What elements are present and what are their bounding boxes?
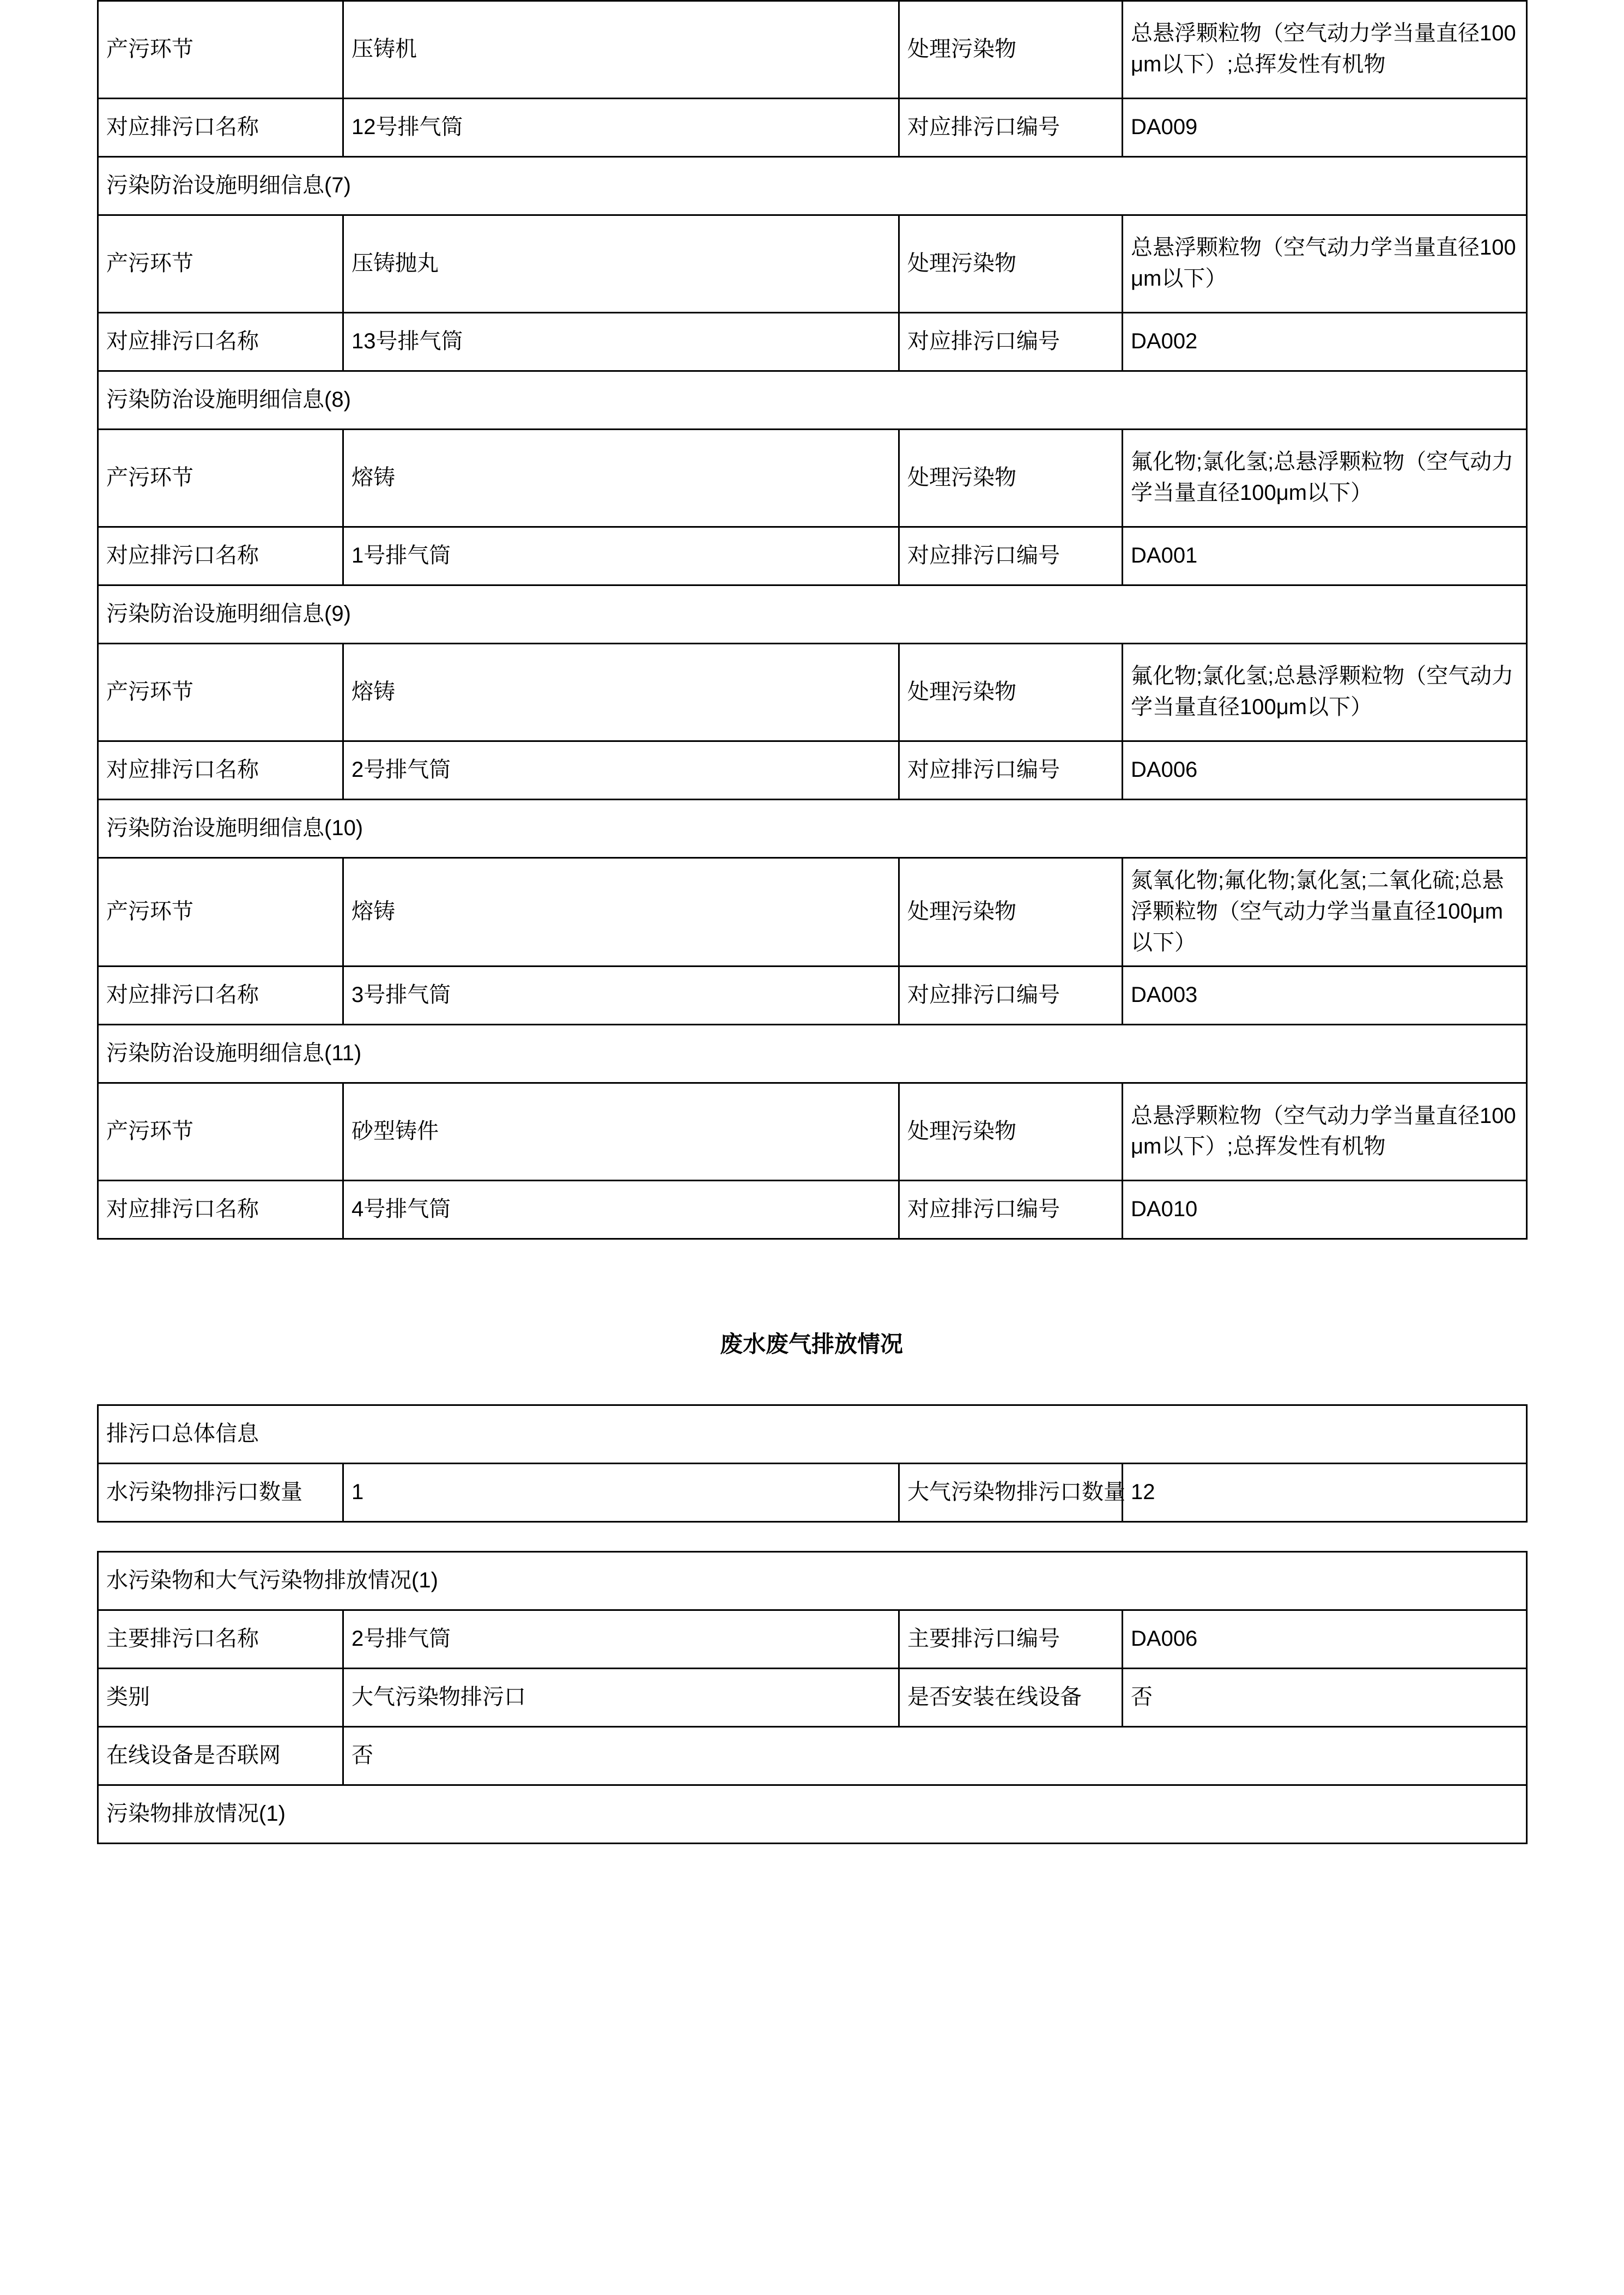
section-header-9: 污染防治设施明细信息(9) bbox=[98, 585, 1527, 644]
outlet-name-value: 4号排气筒 bbox=[343, 1181, 899, 1239]
pollution-facility-table bbox=[97, 0, 1528, 1240]
outlet-name-value: 12号排气筒 bbox=[343, 99, 899, 157]
process-stage-value: 熔铸 bbox=[343, 858, 899, 967]
main-outlet-code-value: DA006 bbox=[1123, 1610, 1527, 1668]
table-row bbox=[98, 644, 1527, 741]
process-stage-label: 产污环节 bbox=[98, 1, 343, 99]
outlet-code-label: 对应排污口编号 bbox=[899, 99, 1123, 157]
outlet-name-value: 3号排气筒 bbox=[343, 967, 899, 1025]
outlet-overview-table bbox=[97, 1404, 1528, 1523]
process-stage-value: 熔铸 bbox=[343, 430, 899, 527]
treated-pollutant-value: 总悬浮颗粒物（空气动力学当量直径100μm以下）;总挥发性有机物 bbox=[1123, 1, 1527, 99]
treated-pollutant-label: 处理污染物 bbox=[899, 1, 1123, 99]
outlet-code-value: DA003 bbox=[1123, 967, 1527, 1025]
outlet-name-label: 对应排污口名称 bbox=[98, 967, 343, 1025]
water-outlet-count-value: 1 bbox=[343, 1463, 899, 1521]
process-stage-label: 产污环节 bbox=[98, 430, 343, 527]
pollutant-discharge-header: 污染物排放情况(1) bbox=[98, 1785, 1527, 1843]
treated-pollutant-label: 处理污染物 bbox=[899, 1083, 1123, 1181]
process-stage-value: 压铸抛丸 bbox=[343, 215, 899, 313]
outlet-name-label: 对应排污口名称 bbox=[98, 1181, 343, 1239]
outlet-code-label: 对应排污口编号 bbox=[899, 527, 1123, 585]
category-value: 大气污染物排污口 bbox=[343, 1668, 899, 1726]
process-stage-label: 产污环节 bbox=[98, 644, 343, 741]
treated-pollutant-label: 处理污染物 bbox=[899, 858, 1123, 967]
table-row bbox=[98, 741, 1527, 800]
outlet-name-value: 13号排气筒 bbox=[343, 313, 899, 371]
table-row bbox=[98, 1181, 1527, 1239]
process-stage-value: 压铸机 bbox=[343, 1, 899, 99]
vertical-gap bbox=[97, 1523, 1527, 1551]
has-online-device-value: 否 bbox=[1123, 1668, 1527, 1726]
main-outlet-name-value: 2号排气筒 bbox=[343, 1610, 899, 1668]
air-outlet-count-label: 大气污染物排污口数量 bbox=[899, 1463, 1123, 1521]
has-online-device-label: 是否安装在线设备 bbox=[899, 1668, 1123, 1726]
treated-pollutant-value: 总悬浮颗粒物（空气动力学当量直径100μm以下） bbox=[1123, 215, 1527, 313]
outlet-code-value: DA009 bbox=[1123, 99, 1527, 157]
outlet-code-value: DA006 bbox=[1123, 741, 1527, 800]
table-row bbox=[98, 527, 1527, 585]
air-outlet-count-value: 12 bbox=[1123, 1463, 1527, 1521]
section-header-10: 污染防治设施明细信息(10) bbox=[98, 800, 1527, 858]
outlet-code-value: DA001 bbox=[1123, 527, 1527, 585]
treated-pollutant-value: 氮氧化物;氟化物;氯化氢;二氧化硫;总悬浮颗粒物（空气动力学当量直径100μm以下） bbox=[1123, 858, 1527, 967]
vertical-gap bbox=[97, 1360, 1527, 1404]
treated-pollutant-label: 处理污染物 bbox=[899, 215, 1123, 313]
table-row bbox=[98, 99, 1527, 157]
section-header-row bbox=[98, 1785, 1527, 1843]
table-row bbox=[98, 967, 1527, 1025]
section-header-row bbox=[98, 1551, 1527, 1610]
table-row bbox=[98, 1083, 1527, 1181]
outlet-code-label: 对应排污口编号 bbox=[899, 741, 1123, 800]
table-row bbox=[98, 1463, 1527, 1521]
main-outlet-name-label: 主要排污口名称 bbox=[98, 1610, 343, 1668]
water-outlet-count-label: 水污染物排污口数量 bbox=[98, 1463, 343, 1521]
main-outlet-code-label: 主要排污口编号 bbox=[899, 1610, 1123, 1668]
outlet-code-value: DA010 bbox=[1123, 1181, 1527, 1239]
process-stage-value: 砂型铸件 bbox=[343, 1083, 899, 1181]
process-stage-label: 产污环节 bbox=[98, 215, 343, 313]
section-header-row bbox=[98, 1025, 1527, 1083]
process-stage-label: 产污环节 bbox=[98, 1083, 343, 1181]
online-device-networked-label: 在线设备是否联网 bbox=[98, 1726, 343, 1785]
table-row bbox=[98, 1726, 1527, 1785]
outlet-name-label: 对应排污口名称 bbox=[98, 741, 343, 800]
outlet-overview-table-block bbox=[97, 1404, 1527, 1523]
table-row bbox=[98, 1610, 1527, 1668]
category-label: 类别 bbox=[98, 1668, 343, 1726]
outlet-name-label: 对应排污口名称 bbox=[98, 527, 343, 585]
process-stage-value: 熔铸 bbox=[343, 644, 899, 741]
outlet-code-label: 对应排污口编号 bbox=[899, 313, 1123, 371]
outlet-code-label: 对应排污口编号 bbox=[899, 967, 1123, 1025]
section-header-row bbox=[98, 1405, 1527, 1463]
section-header-7: 污染防治设施明细信息(7) bbox=[98, 157, 1527, 215]
process-stage-label: 产污环节 bbox=[98, 858, 343, 967]
treated-pollutant-label: 处理污染物 bbox=[899, 430, 1123, 527]
outlet-code-label: 对应排污口编号 bbox=[899, 1181, 1123, 1239]
outlet-name-value: 1号排气筒 bbox=[343, 527, 899, 585]
section-header-row bbox=[98, 371, 1527, 430]
table-row bbox=[98, 313, 1527, 371]
outlet-name-label: 对应排污口名称 bbox=[98, 313, 343, 371]
treated-pollutant-label: 处理污染物 bbox=[899, 644, 1123, 741]
discharge-detail-table-block bbox=[97, 1551, 1527, 1844]
section-header-11: 污染防治设施明细信息(11) bbox=[98, 1025, 1527, 1083]
outlet-name-value: 2号排气筒 bbox=[343, 741, 899, 800]
outlet-code-value: DA002 bbox=[1123, 313, 1527, 371]
section-header-row bbox=[98, 157, 1527, 215]
table-row bbox=[98, 430, 1527, 527]
table-row bbox=[98, 858, 1527, 967]
section-header-row bbox=[98, 800, 1527, 858]
outlet-name-label: 对应排污口名称 bbox=[98, 99, 343, 157]
discharge-detail-header: 水污染物和大气污染物排放情况(1) bbox=[98, 1551, 1527, 1610]
table-row bbox=[98, 215, 1527, 313]
treated-pollutant-value: 总悬浮颗粒物（空气动力学当量直径100μm以下）;总挥发性有机物 bbox=[1123, 1083, 1527, 1181]
section-header-row bbox=[98, 585, 1527, 644]
online-device-networked-value: 否 bbox=[343, 1726, 1527, 1785]
discharge-detail-table bbox=[97, 1551, 1528, 1844]
outlet-overview-header: 排污口总体信息 bbox=[98, 1405, 1527, 1463]
treated-pollutant-value: 氟化物;氯化氢;总悬浮颗粒物（空气动力学当量直径100μm以下） bbox=[1123, 644, 1527, 741]
table-row bbox=[98, 1668, 1527, 1726]
vertical-gap bbox=[97, 1240, 1527, 1330]
page-title: 废水废气排放情况 bbox=[719, 1331, 903, 1357]
pollution-facility-table-block bbox=[97, 0, 1527, 1240]
table-row bbox=[98, 1, 1527, 99]
section-header-8: 污染防治设施明细信息(8) bbox=[98, 371, 1527, 430]
treated-pollutant-value: 氟化物;氯化氢;总悬浮颗粒物（空气动力学当量直径100μm以下） bbox=[1123, 430, 1527, 527]
